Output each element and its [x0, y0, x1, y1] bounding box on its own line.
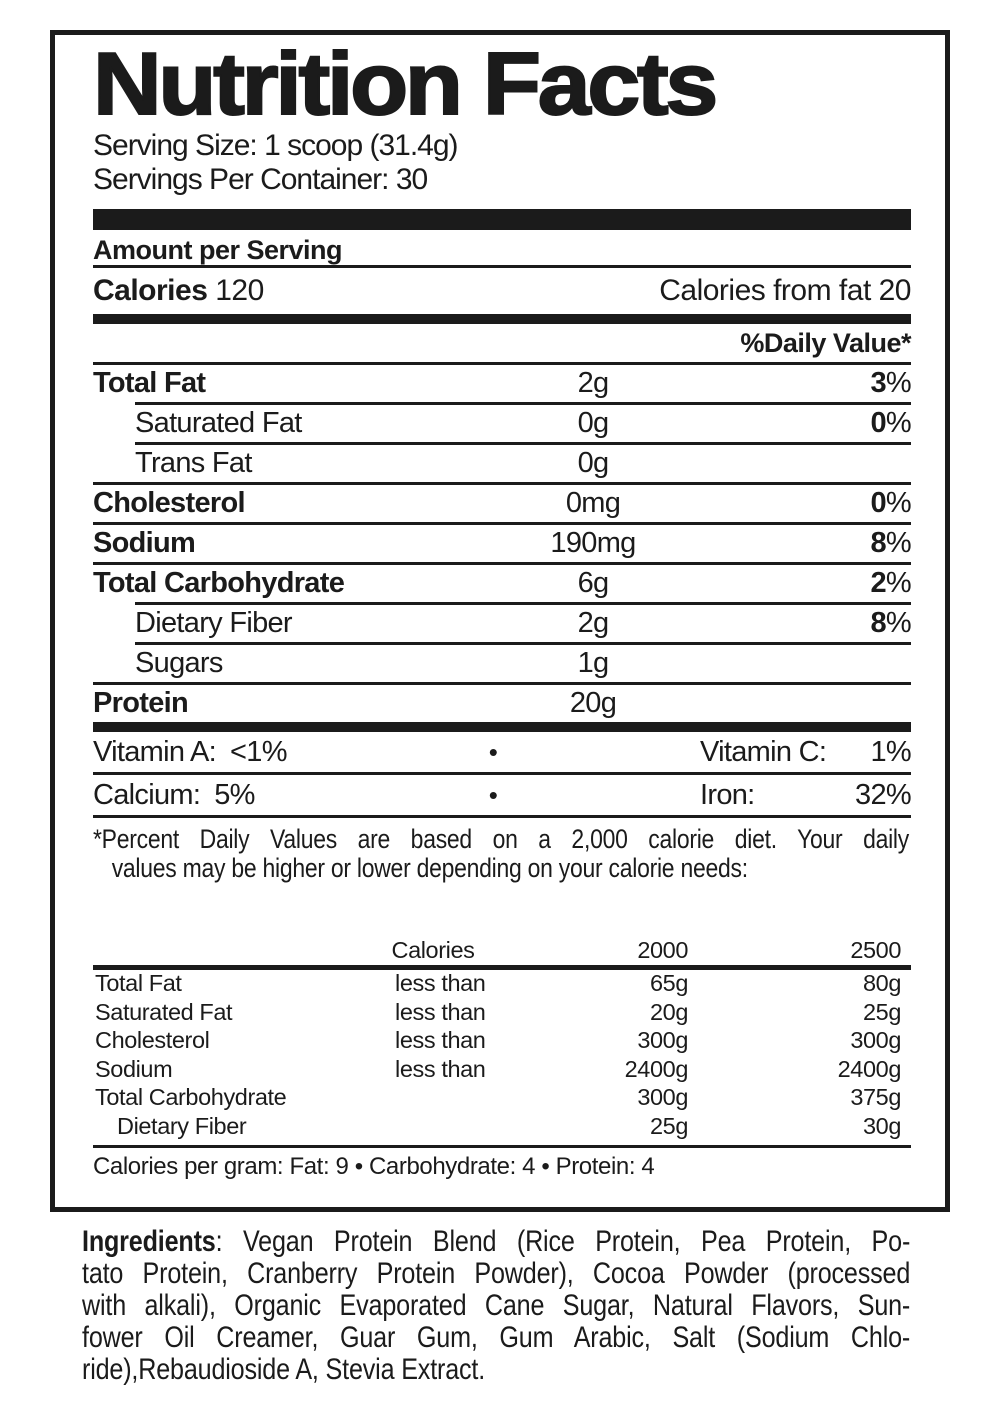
- nutrient-dv: [870, 527, 911, 560]
- vitamin-label: Vitamin A:: [93, 735, 217, 768]
- daily-value-footnote: [93, 825, 909, 883]
- table-cell-name: Total Fat: [95, 970, 182, 996]
- ingredients-section: [82, 1226, 910, 1386]
- nutrient-name: Dietary Fiber: [135, 607, 292, 639]
- nutrient-dv: [870, 607, 911, 640]
- calories-row: [93, 268, 911, 314]
- table-cell-2500: 2400g: [837, 1055, 901, 1082]
- ingredients-line: [82, 1226, 910, 1258]
- table-cell-qualifier: less than: [395, 1027, 486, 1053]
- dv-sign: %: [885, 407, 911, 439]
- vitamin-label: Vitamin C:: [700, 735, 827, 768]
- table-cell-2000: 65g: [649, 970, 688, 996]
- amount-per-serving-heading: Amount per Serving: [93, 235, 343, 265]
- calories-value-group: [93, 274, 264, 308]
- nutrient-amount: 1g: [577, 647, 609, 679]
- nutrient-amount: 6g: [577, 567, 609, 599]
- nutrient-dv: [870, 367, 911, 400]
- calories-from-fat: Calories from fat 20: [659, 274, 911, 307]
- vitamin-value: 32%: [855, 778, 911, 811]
- ingredients-line: fower Oil Creamer, Guar Gum, Gum Arabic, Salt (Sodium Chlo-: [82, 1321, 911, 1354]
- daily-value-header: %Daily Value*: [740, 327, 911, 358]
- nutrient-amount: 2g: [577, 607, 609, 639]
- vitamin-value: <1%: [230, 735, 287, 768]
- table-cell-2000: 25g: [649, 1112, 688, 1139]
- footnote-line: *Percent Daily Values are based on a 2,000 calorie diet. Your daily: [93, 824, 909, 854]
- ingredients-text: : Vegan Protein Blend (Rice Protein, Pea Protein, Po-: [215, 1225, 911, 1258]
- table-row: [93, 1113, 911, 1142]
- header-2000: 2000: [637, 937, 688, 963]
- divider: [93, 815, 911, 818]
- table-cell-2000: 2400g: [624, 1055, 688, 1082]
- bullet-separator: •: [488, 736, 498, 767]
- ingredients-line: with alkali), Organic Evaporated Cane Sugar, Natural Flavors, Sun-: [82, 1289, 911, 1322]
- iron: [700, 779, 911, 812]
- vitamin-label: Calcium:: [93, 778, 201, 811]
- table-cell-name: Total Carbohydrate: [95, 1084, 287, 1110]
- table-cell-2500: 25g: [862, 998, 901, 1025]
- section-divider-bar: [93, 209, 911, 230]
- table-cell-2000: 300g: [637, 1084, 688, 1110]
- table-cell-name: Cholesterol: [95, 1027, 210, 1053]
- table-row: [93, 970, 911, 999]
- calories-per-gram-text: Calories per gram: Fat: 9 • Carbohydrate: 4 • Protein: 4: [93, 1153, 655, 1180]
- table-cell-2500: 300g: [850, 1027, 901, 1053]
- nutrient-row-dietary-fiber: [93, 605, 911, 642]
- nutrient-name: Cholesterol: [93, 487, 245, 519]
- reference-table: [93, 937, 911, 1148]
- nutrient-amount: 2g: [577, 367, 609, 399]
- vitamin-label: Iron:: [700, 778, 755, 811]
- reference-table-header: [93, 937, 911, 965]
- table-bottom-rule: [93, 1145, 911, 1148]
- nutrient-amount: 0g: [577, 407, 609, 439]
- nutrient-row-sodium: [93, 525, 911, 562]
- dv-sign: %: [885, 367, 911, 399]
- table-row: [93, 1084, 911, 1113]
- table-cell-qualifier: less than: [395, 998, 486, 1025]
- vitamin-value: 5%: [214, 778, 255, 811]
- dv-sign: %: [885, 487, 911, 519]
- table-cell-name: Saturated Fat: [95, 998, 233, 1025]
- section-divider-bar: [93, 722, 911, 732]
- nutrient-row-protein: [93, 685, 911, 722]
- vitamin-a: [93, 736, 287, 769]
- table-row: [93, 999, 911, 1028]
- table-cell-qualifier: less than: [395, 1055, 486, 1082]
- section-divider-bar: [93, 314, 911, 324]
- dv-sign: %: [885, 567, 911, 599]
- nutrient-dv: [870, 407, 911, 440]
- nutrient-name: Sodium: [93, 527, 196, 559]
- table-row: [93, 1027, 911, 1056]
- table-cell-2500: 80g: [862, 970, 901, 996]
- dv-number: 2: [870, 567, 886, 599]
- nutrient-amount: 20g: [569, 687, 617, 719]
- table-row: [93, 1056, 911, 1085]
- table-cell-name: Dietary Fiber: [117, 1112, 247, 1139]
- nutrient-row-trans-fat: [93, 445, 911, 482]
- nutrient-row-total-fat: [93, 365, 911, 402]
- calories-value: 120: [215, 274, 264, 307]
- nutrient-dv: [870, 487, 911, 520]
- calories-label: Calories: [93, 274, 208, 307]
- vitamin-row-a-c: [93, 732, 911, 772]
- nutrient-dv: [870, 567, 911, 600]
- page-title: Nutrition Facts: [93, 34, 715, 133]
- table-cell-qualifier: less than: [395, 970, 486, 996]
- nutrient-name: Saturated Fat: [135, 407, 302, 439]
- ingredients-line: tato Protein, Cranberry Protein Powder), Cocoa Powder (processed: [82, 1257, 911, 1290]
- ingredients-paragraph: [82, 1226, 910, 1386]
- vitamin-row-calcium-iron: [93, 775, 911, 815]
- ingredients-label: Ingredients: [82, 1225, 216, 1258]
- nutrient-name: Protein: [93, 687, 188, 719]
- dv-number: 0: [870, 487, 886, 519]
- nutrient-name: Trans Fat: [135, 447, 252, 479]
- vitamin-value: 1%: [870, 735, 911, 768]
- nutrition-facts-panel: [50, 30, 950, 1212]
- table-cell-2000: 20g: [649, 998, 688, 1025]
- dv-sign: %: [885, 607, 911, 639]
- nutrient-row-cholesterol: [93, 485, 911, 522]
- vitamin-c: [700, 736, 911, 769]
- calcium: [93, 779, 255, 812]
- nutrient-row-sugars: [93, 645, 911, 682]
- nutrient-amount: 0g: [577, 447, 609, 479]
- nutrient-amount: 0mg: [565, 487, 621, 519]
- serving-size-text: Serving Size: 1 scoop (31.4g): [93, 129, 458, 162]
- nutrient-name: Total Carbohydrate: [93, 567, 345, 599]
- bullet-separator: •: [488, 779, 498, 810]
- nutrient-amount: 190mg: [550, 527, 636, 559]
- dv-number: 8: [870, 607, 886, 639]
- header-calories: Calories: [391, 937, 475, 963]
- nutrient-row-total-carbohydrate: [93, 565, 911, 602]
- table-cell-2500: 30g: [862, 1112, 901, 1139]
- dv-number: 0: [870, 407, 886, 439]
- ingredients-line: ride),Rebaudioside A, Stevia Extract.: [82, 1353, 486, 1386]
- dv-sign: %: [885, 527, 911, 559]
- footnote-line: values may be higher or lower depending on your calorie needs:: [111, 853, 748, 883]
- nutrient-name: Sugars: [135, 647, 223, 679]
- dv-number: 3: [870, 367, 886, 399]
- servings-per-container-text: Servings Per Container: 30: [93, 163, 428, 196]
- nutrient-row-saturated-fat: [93, 405, 911, 442]
- table-cell-name: Sodium: [95, 1055, 173, 1082]
- table-cell-2000: 300g: [637, 1027, 688, 1053]
- header-2500: 2500: [850, 937, 901, 963]
- dv-number: 8: [870, 527, 886, 559]
- table-cell-2500: 375g: [850, 1084, 901, 1110]
- nutrient-name: Total Fat: [93, 367, 206, 399]
